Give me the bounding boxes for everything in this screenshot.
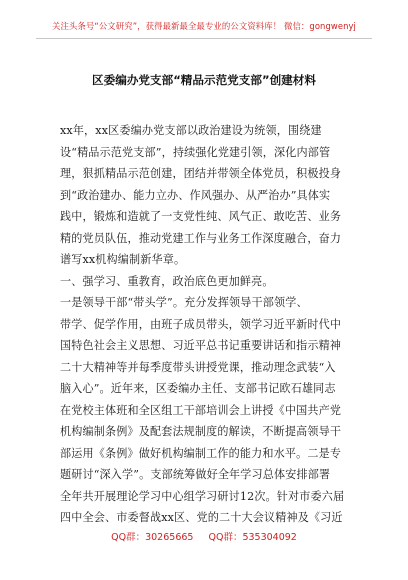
body-line: 国特色社会主义思想、习近平总书记重要讲话和指示精神 xyxy=(60,339,342,352)
header-banner: 关注头条号“公文研究”，获得最新最全最专业的公文资料库！ 微信：gongwenyj xyxy=(52,21,356,31)
body-line: 二十大精神等并每季度带头讲授党课，推动理念武装“入 xyxy=(60,360,336,374)
document-body xyxy=(60,120,352,529)
body-line: 机构编制条例》及配套法规制度的解读，不断提高领导干 xyxy=(60,425,342,438)
footer-contact xyxy=(0,529,408,543)
body-line: 践中，锻炼和造就了一支党性纯、风气正、敢吃苦、业务 xyxy=(60,210,342,223)
footer-qq-group-1: QQ群：30265665 xyxy=(111,532,194,543)
body-line: 部运用《条例》做好机构编制工作的能力和水平。二是专 xyxy=(60,446,342,460)
body-line: 一是领导干部“带头学”。充分发挥领导干部领学、 xyxy=(60,296,308,309)
body-line: 精的党员队伍，推动党建工作与业务工作深度融合，奋力 xyxy=(60,231,342,245)
document-title: 区委编办党支部“精品示范党支部”创建材料 xyxy=(92,73,316,87)
body-line: xx年，xx区委编办党支部以政治建设为统领，围绕建 xyxy=(60,124,322,137)
footer-qq-group-2: QQ群：535304092 xyxy=(208,532,297,543)
body-line: 四中全会、市委督战xx区、党的二十大会议精神及《习近 xyxy=(60,511,343,524)
header-divider xyxy=(36,38,372,39)
body-line: 设“精品示范党支部”，持续强化党建引领，深化内部管 xyxy=(60,145,331,159)
body-line: 题研讨“深入学”。支部统筹做好全年学习总体安排部署 xyxy=(60,468,331,481)
body-line: 谱写xx机构编制新华章。 xyxy=(60,253,186,266)
body-line: 到“政治建办、能力立办、作风强办、从严治办”具体实 xyxy=(60,188,331,202)
body-line: 脑入心”。近年来，区委编办主任、支部书记欧石雄同志 xyxy=(60,382,336,395)
section-heading: 一、强学习、重教育，政治底色更加鲜亮。 xyxy=(60,274,274,288)
body-line: 在党校主体班和全区组工干部培训会上讲授《中国共产党 xyxy=(60,403,342,417)
body-line: 带学、促学作用，由班子成员带头，领学习近平新时代中 xyxy=(60,317,342,331)
body-line: 理，狠抓精品示范创建，团结并带领全体党员，积极投身 xyxy=(60,167,342,180)
body-line: 全年共开展理论学习中心组学习研讨12次。针对市委六届 xyxy=(60,489,345,503)
